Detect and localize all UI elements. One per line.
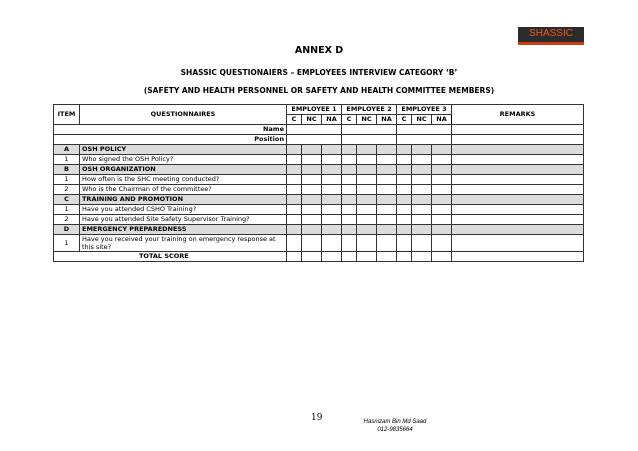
name-row: [54, 125, 584, 135]
col-item-header: ITEM: [54, 105, 80, 125]
remarks-cell[interactable]: [452, 225, 584, 235]
section-title: TRAINING AND PROMOTION: [80, 195, 287, 205]
score-cell-e2-nc[interactable]: [357, 215, 377, 225]
score-cell-e1-na[interactable]: [322, 195, 342, 205]
score-cell-e2-nc[interactable]: [357, 205, 377, 215]
position-row: [54, 135, 584, 145]
score-cell-e3-c[interactable]: [397, 205, 412, 215]
score-cell-e3-na[interactable]: [432, 145, 452, 155]
annex-title: ANNEX D: [294, 45, 344, 56]
score-cell-e3-na[interactable]: [432, 205, 452, 215]
section-code: B: [54, 165, 80, 175]
score-cell-e2-nc[interactable]: [357, 145, 377, 155]
score-cell-e1-nc[interactable]: [302, 205, 322, 215]
score-cell-e1-nc[interactable]: [302, 185, 322, 195]
subcol-nc-header: NC: [302, 115, 322, 125]
score-cell-e2-na[interactable]: [377, 155, 397, 165]
question-number: 1: [54, 175, 80, 185]
score-cell-e2-na[interactable]: [377, 225, 397, 235]
question-row: [54, 185, 584, 195]
question-text: Who is the Chairman of the committee?: [80, 185, 287, 195]
score-cell-e3-na[interactable]: [432, 225, 452, 235]
question-text: Have you attended Site Safety Supervisor Training?: [80, 215, 287, 225]
score-cell-e2-na[interactable]: [377, 205, 397, 215]
score-cell-e3-c[interactable]: [397, 155, 412, 165]
score-cell-e3-c[interactable]: [397, 225, 412, 235]
score-cell-e1-nc[interactable]: [302, 195, 322, 205]
score-cell-e1-nc[interactable]: [302, 145, 322, 155]
employee-2-header: EMPLOYEE 2: [342, 105, 397, 115]
score-cell-e1-c[interactable]: [287, 205, 302, 215]
section-row: [54, 165, 584, 175]
score-cell-e3-nc[interactable]: [412, 225, 432, 235]
question-row: [54, 155, 584, 165]
score-cell-e3-na[interactable]: [432, 165, 452, 175]
total-score-cell[interactable]: [322, 252, 342, 262]
score-cell-e3-c[interactable]: [397, 145, 412, 155]
score-cell-e3-c[interactable]: [397, 195, 412, 205]
score-cell-e3-nc[interactable]: [412, 185, 432, 195]
score-cell-e1-nc[interactable]: [302, 215, 322, 225]
score-cell-e2-nc[interactable]: [357, 225, 377, 235]
subcol-na-header: NA: [322, 115, 342, 125]
question-number: 1: [54, 155, 80, 165]
remarks-cell[interactable]: [452, 165, 584, 175]
position-label: Position: [54, 135, 287, 145]
section-title: EMERGENCY PREPAREDNESS: [80, 225, 287, 235]
question-row: [54, 205, 584, 215]
remarks-cell[interactable]: [452, 155, 584, 165]
score-cell-e2-na[interactable]: [377, 175, 397, 185]
score-cell-e3-nc[interactable]: [412, 215, 432, 225]
score-cell-e2-c[interactable]: [342, 195, 357, 205]
section-row: [54, 225, 584, 235]
question-text: Have you received your training on emergency response at this site?: [80, 235, 287, 252]
section-code: A: [54, 145, 80, 155]
question-text: How often is the SHC meeting conducted?: [80, 175, 287, 185]
score-cell-e3-c[interactable]: [397, 165, 412, 175]
employee-position-field[interactable]: [397, 135, 452, 145]
subcol-na-header: NA: [432, 115, 452, 125]
score-cell-e2-na[interactable]: [377, 165, 397, 175]
employee-name-field[interactable]: [397, 125, 452, 135]
score-cell-e3-nc[interactable]: [412, 155, 432, 165]
total-score-cell[interactable]: [397, 252, 412, 262]
score-cell-e1-c[interactable]: [287, 185, 302, 195]
total-score-cell[interactable]: [412, 252, 432, 262]
total-score-cell[interactable]: [432, 252, 452, 262]
score-cell-e1-nc[interactable]: [302, 225, 322, 235]
shassic-logo: [518, 27, 584, 45]
score-cell-e1-c[interactable]: [287, 195, 302, 205]
document-subtitle-2: (SAFETY AND HEALTH PERSONNEL OR SAFETY AND HEALTH COMMITTEE MEMBERS): [143, 86, 495, 95]
remarks-cell[interactable]: [452, 175, 584, 185]
score-cell-e3-na[interactable]: [432, 155, 452, 165]
subcol-c-header: C: [287, 115, 302, 125]
employee-3-header: EMPLOYEE 3: [397, 105, 452, 115]
remarks-cell[interactable]: [452, 215, 584, 225]
section-row: [54, 195, 584, 205]
score-cell-e3-nc[interactable]: [412, 165, 432, 175]
col-questions-header: QUESTIONNAIRES: [80, 105, 287, 125]
score-cell-e3-c[interactable]: [397, 185, 412, 195]
score-cell-e3-na[interactable]: [432, 215, 452, 225]
logo-text: SHASSIC: [529, 28, 573, 39]
author-phone: 012-9835664: [377, 427, 413, 433]
score-cell-e2-c[interactable]: [342, 225, 357, 235]
score-cell-e2-c[interactable]: [342, 235, 357, 252]
total-score-cell[interactable]: [287, 252, 302, 262]
score-cell-e1-c[interactable]: [287, 175, 302, 185]
page-number: 19: [311, 413, 323, 423]
question-row: [54, 215, 584, 225]
questionnaire-table: [53, 104, 584, 262]
score-cell-e1-c[interactable]: [287, 155, 302, 165]
total-row: [54, 252, 584, 262]
score-cell-e2-na[interactable]: [377, 235, 397, 252]
subcol-c-header: C: [397, 115, 412, 125]
score-cell-e3-c[interactable]: [397, 235, 412, 252]
score-cell-e1-c[interactable]: [287, 225, 302, 235]
score-cell-e1-c[interactable]: [287, 165, 302, 175]
score-cell-e1-na[interactable]: [322, 225, 342, 235]
remarks-cell[interactable]: [452, 195, 584, 205]
score-cell-e1-nc[interactable]: [302, 175, 322, 185]
score-cell-e3-nc[interactable]: [412, 175, 432, 185]
score-cell-e2-nc[interactable]: [357, 235, 377, 252]
score-cell-e1-na[interactable]: [322, 215, 342, 225]
score-cell-e3-c[interactable]: [397, 215, 412, 225]
score-cell-e2-nc[interactable]: [357, 185, 377, 195]
score-cell-e2-c[interactable]: [342, 175, 357, 185]
score-cell-e3-nc[interactable]: [412, 145, 432, 155]
score-cell-e2-nc[interactable]: [357, 175, 377, 185]
total-score-cell[interactable]: [377, 252, 397, 262]
header-row: [54, 105, 584, 115]
score-cell-e3-nc[interactable]: [412, 235, 432, 252]
remarks-cell[interactable]: [452, 145, 584, 155]
total-score-cell[interactable]: [357, 252, 377, 262]
author-name: Hasnizam Bin Md Saad: [363, 419, 427, 425]
score-cell-e3-c[interactable]: [397, 175, 412, 185]
score-cell-e2-nc[interactable]: [357, 195, 377, 205]
total-score-cell[interactable]: [342, 252, 357, 262]
score-cell-e1-c[interactable]: [287, 145, 302, 155]
total-score-cell[interactable]: [302, 252, 322, 262]
section-code: C: [54, 195, 80, 205]
score-cell-e2-c[interactable]: [342, 185, 357, 195]
question-text: Who signed the OSH Policy?: [80, 155, 287, 165]
name-label: Name: [54, 125, 287, 135]
score-cell-e2-na[interactable]: [377, 215, 397, 225]
remarks-cell[interactable]: [452, 252, 584, 262]
col-remarks-header: REMARKS: [452, 105, 584, 125]
score-cell-e2-nc[interactable]: [357, 165, 377, 175]
subcol-nc-header: NC: [412, 115, 432, 125]
score-cell-e2-c[interactable]: [342, 145, 357, 155]
score-cell-e3-na[interactable]: [432, 175, 452, 185]
score-cell-e1-nc[interactable]: [302, 235, 322, 252]
score-cell-e3-na[interactable]: [432, 195, 452, 205]
question-number: 2: [54, 215, 80, 225]
score-cell-e1-na[interactable]: [322, 145, 342, 155]
score-cell-e1-na[interactable]: [322, 205, 342, 215]
score-cell-e2-na[interactable]: [377, 195, 397, 205]
score-cell-e1-na[interactable]: [322, 185, 342, 195]
section-row: [54, 145, 584, 155]
subcol-na-header: NA: [377, 115, 397, 125]
score-cell-e2-c[interactable]: [342, 215, 357, 225]
score-cell-e1-na[interactable]: [322, 175, 342, 185]
subcol-nc-header: NC: [357, 115, 377, 125]
score-cell-e2-c[interactable]: [342, 155, 357, 165]
score-cell-e3-nc[interactable]: [412, 205, 432, 215]
employee-position-field[interactable]: [342, 135, 397, 145]
employee-name-field[interactable]: [342, 125, 397, 135]
score-cell-e2-na[interactable]: [377, 185, 397, 195]
employee-name-field[interactable]: [287, 125, 342, 135]
score-cell-e1-nc[interactable]: [302, 165, 322, 175]
score-cell-e1-na[interactable]: [322, 165, 342, 175]
score-cell-e2-na[interactable]: [377, 145, 397, 155]
score-cell-e1-c[interactable]: [287, 235, 302, 252]
question-number: 1: [54, 235, 80, 252]
document-subtitle: SHASSIC QUESTIONAIERS – EMPLOYEES INTERVIEW CATEGORY ‘B’: [180, 68, 458, 77]
score-cell-e1-na[interactable]: [322, 235, 342, 252]
question-number: 2: [54, 185, 80, 195]
section-title: OSH ORGANIZATION: [80, 165, 287, 175]
question-number: 1: [54, 205, 80, 215]
remarks-cell[interactable]: [452, 185, 584, 195]
score-cell-e1-nc[interactable]: [302, 155, 322, 165]
total-score-label: TOTAL SCORE: [54, 252, 287, 262]
employee-1-header: EMPLOYEE 1: [287, 105, 342, 115]
score-cell-e2-c[interactable]: [342, 205, 357, 215]
score-cell-e1-na[interactable]: [322, 155, 342, 165]
remarks-cell[interactable]: [452, 235, 584, 252]
question-text: Have you attended CSHO Training?: [80, 205, 287, 215]
author-block: [340, 418, 450, 434]
section-title: OSH POLICY: [80, 145, 287, 155]
remarks-cell[interactable]: [452, 125, 584, 135]
score-cell-e2-nc[interactable]: [357, 155, 377, 165]
question-row: [54, 175, 584, 185]
score-cell-e1-c[interactable]: [287, 215, 302, 225]
score-cell-e2-c[interactable]: [342, 165, 357, 175]
score-cell-e3-na[interactable]: [432, 235, 452, 252]
question-row: [54, 235, 584, 252]
subcol-c-header: C: [342, 115, 357, 125]
score-cell-e3-nc[interactable]: [412, 195, 432, 205]
score-cell-e3-na[interactable]: [432, 185, 452, 195]
remarks-cell[interactable]: [452, 205, 584, 215]
section-code: D: [54, 225, 80, 235]
remarks-cell[interactable]: [452, 135, 584, 145]
employee-position-field[interactable]: [287, 135, 342, 145]
